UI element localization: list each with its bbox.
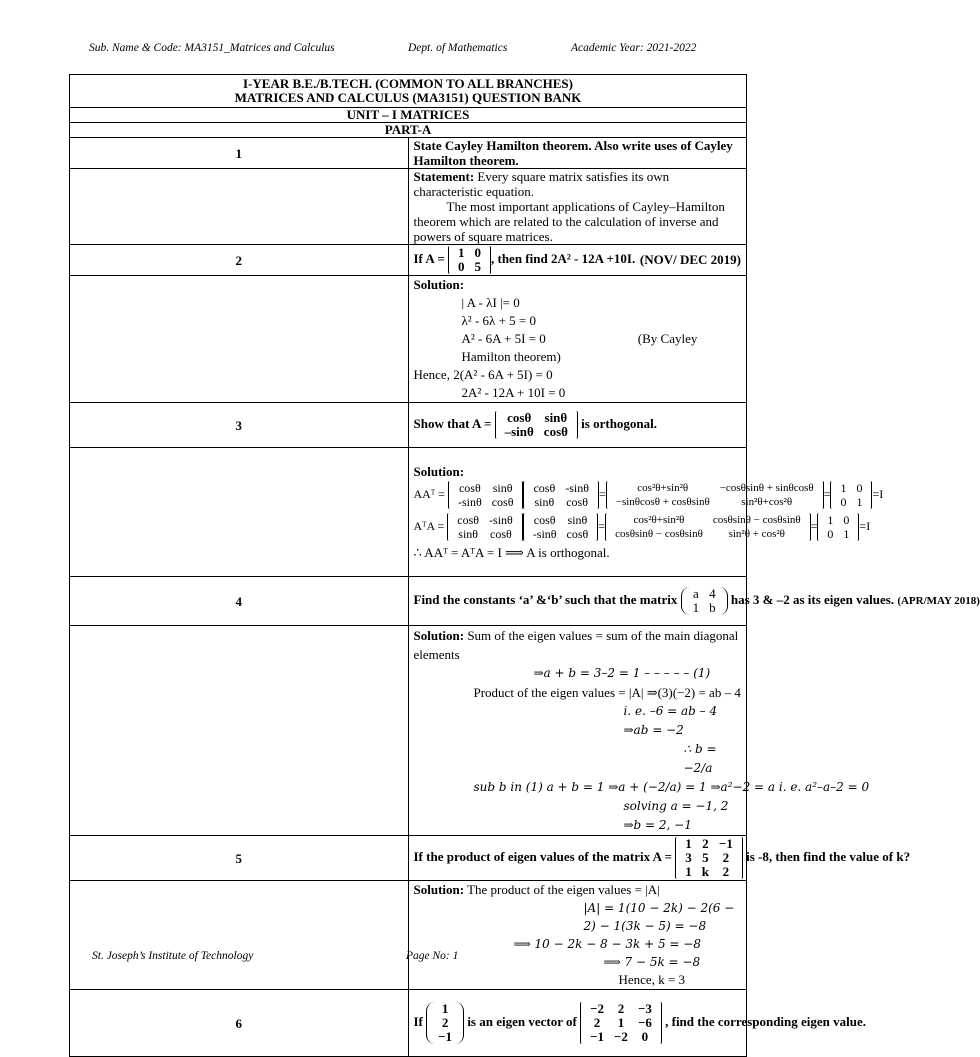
question-number: 1 [70, 138, 409, 169]
solution-step: |A| = 1(10 − 2k) − 2(6 − 2) − 1(3k − 5) = −8 [583, 901, 735, 933]
solution-step: i. e. –6 = ab – 4 ⇒ab = −2 [623, 704, 718, 737]
answer-row-5 [70, 881, 747, 990]
question-row-5 [70, 836, 747, 881]
question-bank-table [69, 74, 980, 1057]
solution-label: Solution: [413, 882, 465, 897]
solution-step: Product of the eigen values = |A| ⇒(3)(−2) = ab – 4 [473, 685, 741, 700]
solution-step: Hence, k = 3 [618, 972, 686, 987]
solution-step: The product of the eigen values = |A| [464, 882, 660, 897]
solution-step: sub b in (1) a + b = 1 ⇒a + (−2/a) = 1 ⇒a²−2 = a i. e. a²–a–2 = 0 [473, 780, 870, 794]
solution-step: ⟹ 7 − 5k = −8 [603, 955, 701, 969]
title-row [70, 75, 747, 108]
solution-step: 2A² - 12A + 10I = 0 [461, 385, 566, 400]
solution-step: ⇒a + b = 3–2 = 1 – – – – – (1) [533, 666, 711, 680]
matrix-ab: a 4 1 b [681, 587, 728, 615]
question-number: 4 [70, 577, 409, 626]
exam-source: (APR/MAY 2018) [897, 594, 980, 607]
footer-institute: St. Joseph’s Institute of Technology [92, 950, 254, 962]
solution-step: | A - λI |= 0 [461, 295, 520, 310]
q2-suffix: , then find 2A² - 12A +10I. [491, 250, 636, 266]
question-row-2 [70, 245, 747, 276]
header-year: Academic Year: 2021-2022 [571, 42, 697, 54]
answer-row-2 [70, 276, 747, 403]
header-subject: Sub. Name & Code: MA3151_Matrices and Calculus [89, 42, 335, 54]
title-line1: I-YEAR B.E./B.TECH. (COMMON TO ALL BRANCHES) [243, 76, 573, 91]
exam-source: (NOV/ DEC 2019) [639, 252, 741, 267]
orthogonal-conclusion: ∴ AAᵀ = AᵀA = I ⟹ A is orthogonal. [413, 545, 610, 560]
footer-page: Page No: 1 [406, 950, 459, 962]
part-title: PART-A [70, 123, 747, 138]
statement-text: Every square matrix satisfies its own characteristic equation. [413, 169, 670, 199]
q5-prefix: If the product of eigen values of the matrix A = [413, 848, 676, 864]
ata-equation: AᵀA = cosθ -sinθ sinθ cosθ cosθ sinθ -sinθ cosθ = cos²θ+sin²θ cosθsinθ − cosθsinθ cosθsinθ − cosθsinθ sin²θ + cos²θ = 1 0 0 1 =I [413, 513, 871, 541]
question-row-4 [70, 577, 747, 626]
solution-label: Solution: [413, 628, 465, 643]
answer-row-4 [70, 626, 747, 836]
q6-prefix: If [413, 1013, 427, 1029]
q4-suffix: has 3 & –2 as its eigen values. [727, 591, 898, 607]
q2-prefix: If A = [413, 250, 448, 266]
q6-mid: is an eigen vector of [464, 1013, 581, 1029]
answer-row-3 [70, 448, 747, 577]
solution-step: solving a = −1, 2 ⇒b = 2, −1 [623, 799, 729, 832]
solution-step: A² - 6A + 5I = 0 [461, 331, 546, 346]
question-row-3 [70, 403, 747, 448]
question-number: 3 [70, 403, 409, 448]
answer-row-1 [70, 169, 747, 245]
uses-text: The most important applications of Cayley–Hamilton theorem which are related to the calculation of inverse and powers of square matrices. [413, 199, 725, 244]
solution-label: Solution: [413, 464, 465, 479]
matrix-a: −2 2 −3 2 1 −6 −1 −2 0 [580, 1002, 662, 1044]
solution-step: ⟹ 10 − 2k − 8 − 3k + 5 = −8 [513, 937, 701, 951]
solution-step: ∴ b = −2/a [683, 742, 717, 775]
question-text: State Cayley Hamilton theorem. Also write uses of Cayley Hamilton theorem. [408, 138, 747, 169]
header-dept: Dept. of Mathematics [408, 42, 508, 54]
question-row-6 [70, 990, 747, 1057]
matrix-a: 1 2 −1 3 5 2 1 k 2 [675, 837, 743, 879]
question-row-1 [70, 138, 747, 169]
matrix-a: cosθ sinθ –sinθ cosθ [495, 411, 578, 439]
q5-suffix: is -8, then find the value of k? [742, 848, 911, 864]
q6-suffix: , find the corresponding eigen value. [661, 1013, 867, 1029]
solution-label: Solution: [413, 277, 465, 292]
eigen-vector: 1 2 −1 [426, 1002, 464, 1044]
question-number: 5 [70, 836, 409, 881]
statement-label: Statement: [413, 169, 475, 184]
title-line2: MATRICES AND CALCULUS (MA3151) QUESTION BANK [234, 90, 582, 105]
solution-step: Hence, 2(A² - 6A + 5I) = 0 [413, 367, 553, 382]
solution-step: Sum of the eigen values = sum of the main diagonal elements [413, 628, 739, 662]
solution-step: λ² - 6λ + 5 = 0 [461, 313, 536, 328]
matrix-a: 1 0 0 5 [448, 246, 491, 274]
q4-prefix: Find the constants ‘a’ &‘b’ such that the matrix [413, 591, 681, 607]
question-number: 6 [70, 990, 409, 1057]
unit-title: UNIT – I MATRICES [70, 108, 747, 123]
aat-equation: AAᵀ = cosθ sinθ -sinθ cosθ cosθ -sinθ sinθ cosθ = cos²θ+sin²θ −cosθsinθ + sinθcosθ −sinθcosθ + cosθsinθ sin²θ+cos²θ = 1 0 0 1 =I [413, 481, 884, 509]
q3-prefix: Show that A = [413, 415, 495, 431]
solution-note: (By Cayley Hamilton theorem) [461, 331, 698, 364]
page-header [0, 42, 768, 58]
q3-suffix: is orthogonal. [577, 415, 658, 431]
question-number: 2 [70, 245, 409, 276]
page-footer [0, 950, 768, 966]
